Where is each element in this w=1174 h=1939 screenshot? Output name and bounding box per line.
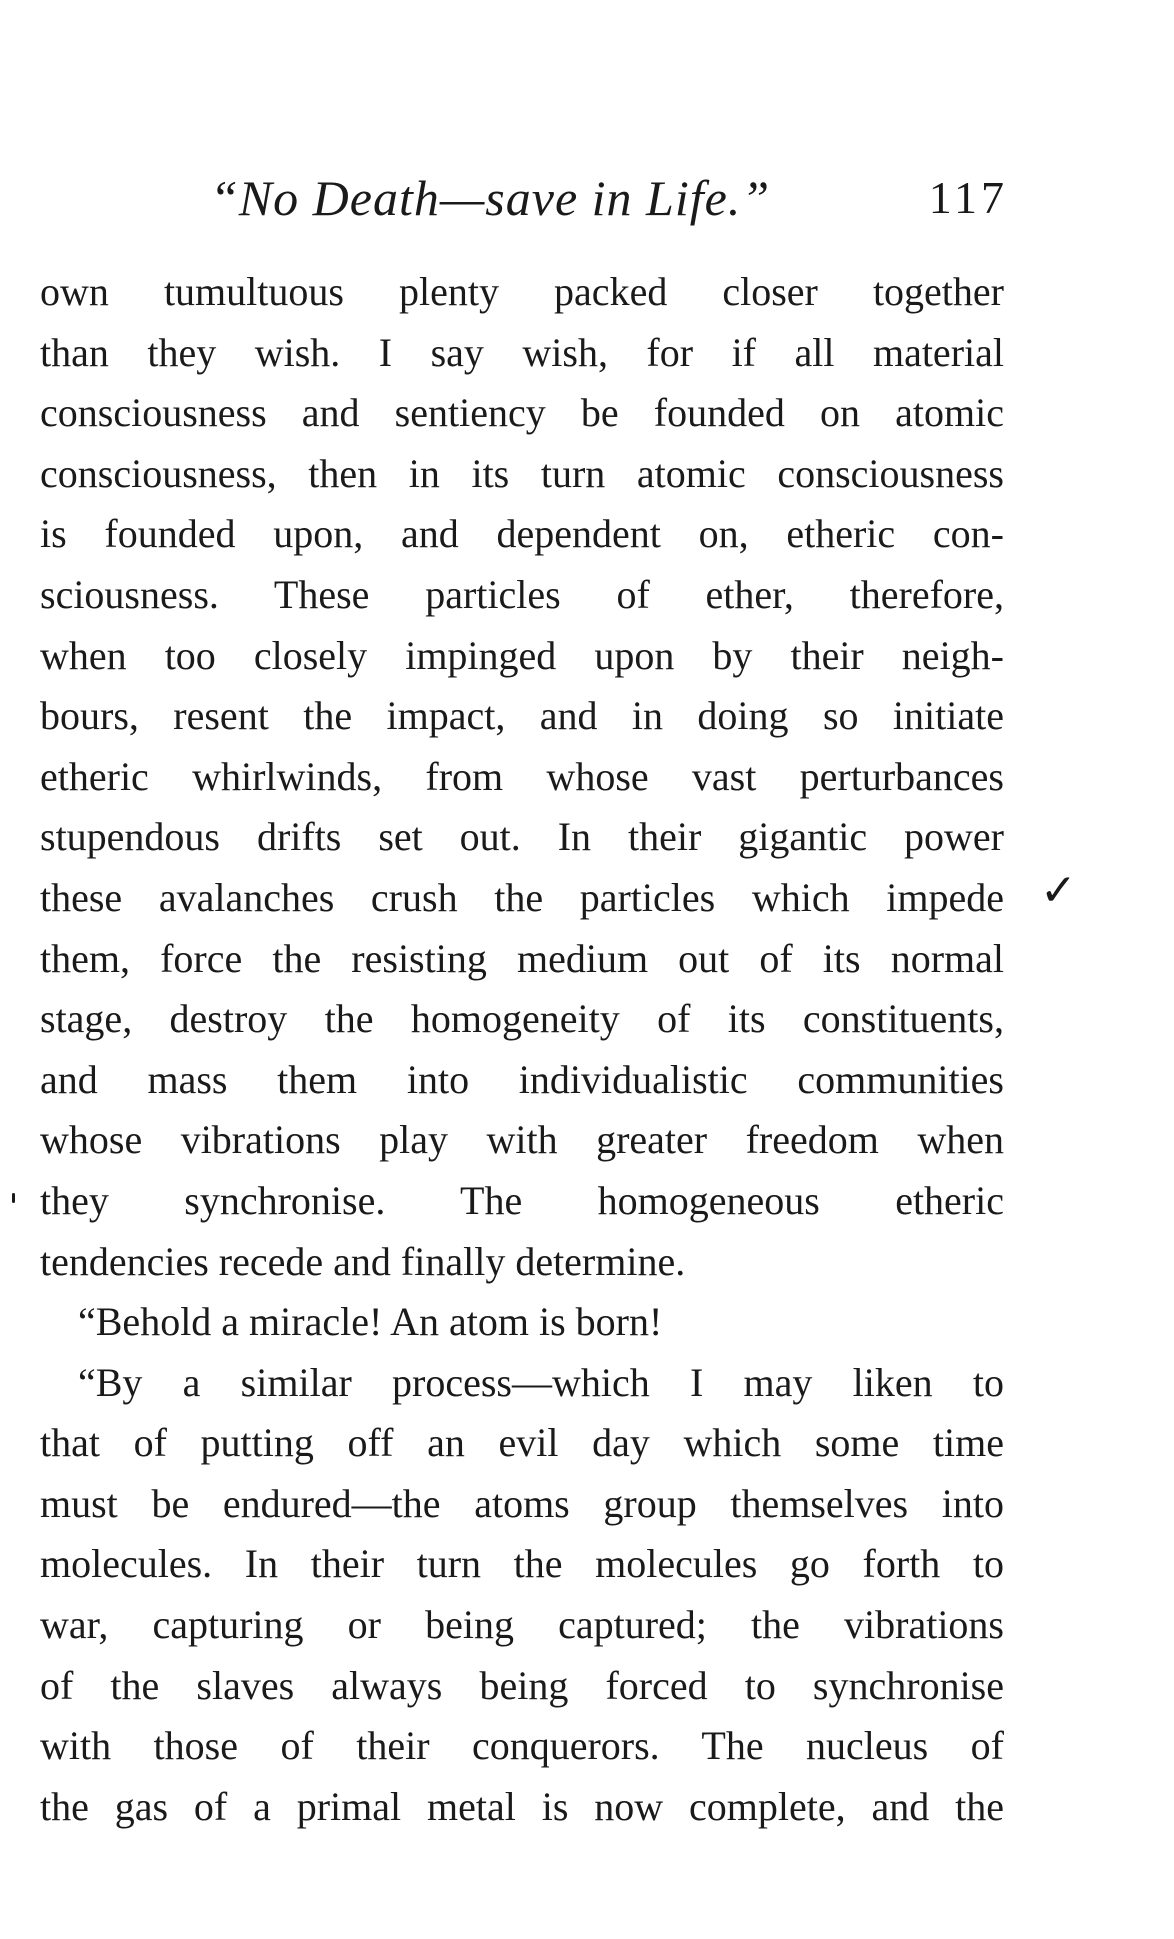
text-line: they synchronise. The homogeneous etheric — [40, 1177, 1004, 1223]
text-line: than they wish. I say wish, for if all material — [40, 329, 1004, 375]
text-line: these avalanches crush the particles which impede — [40, 874, 1004, 920]
text-line: the gas of a primal metal is now complete, and the — [40, 1783, 1004, 1829]
body-text — [40, 262, 1004, 1837]
margin-tick-mark — [12, 1193, 15, 1203]
text-line: molecules. In their turn the molecules go forth to — [40, 1541, 1004, 1587]
text-line: “By a similar process—which I may liken to — [78, 1359, 1004, 1405]
text-line: consciousness, then in its turn atomic consciousness — [40, 450, 1004, 496]
page-number: 117 — [928, 172, 1008, 223]
text-line: bours, resent the impact, and in doing so initiate — [40, 693, 1004, 739]
text-line: own tumultuous plenty packed closer together — [40, 269, 1004, 314]
text-line: sciousness. These particles of ether, therefore, — [40, 571, 1004, 617]
text-line: that of putting off an evil day which some time — [40, 1420, 1004, 1466]
margin-check-mark: ✓ — [1040, 865, 1077, 916]
text-line: with those of their conquerors. The nucleus of — [40, 1723, 1004, 1769]
text-line: “Behold a miracle! An atom is born! — [78, 1299, 663, 1345]
text-line: stage, destroy the homogeneity of its constituents, — [40, 996, 1004, 1042]
text-line: stupendous drifts set out. In their gigantic power — [40, 814, 1004, 860]
text-line: them, force the resisting medium out of its normal — [40, 935, 1004, 981]
running-head — [180, 168, 1020, 238]
text-line: and mass them into individualistic communities — [40, 1056, 1004, 1102]
text-line: war, capturing or being captured; the vibrations — [40, 1602, 1004, 1648]
text-line: consciousness and sentiency be founded on atomic — [40, 390, 1004, 436]
text-line: whose vibrations play with greater freedom when — [40, 1117, 1004, 1163]
running-title: “No Death—save in Life.” — [210, 170, 771, 226]
text-line: of the slaves always being forced to synchronise — [40, 1662, 1004, 1708]
text-line: is founded upon, and dependent on, etheric con- — [40, 511, 1004, 557]
text-line: etheric whirlwinds, from whose vast perturbances — [40, 753, 1004, 799]
text-line: when too closely impinged upon by their neigh- — [40, 632, 1004, 678]
text-line: tendencies recede and finally determine. — [40, 1238, 686, 1284]
text-line: must be endured—the atoms group themselves into — [40, 1480, 1004, 1526]
